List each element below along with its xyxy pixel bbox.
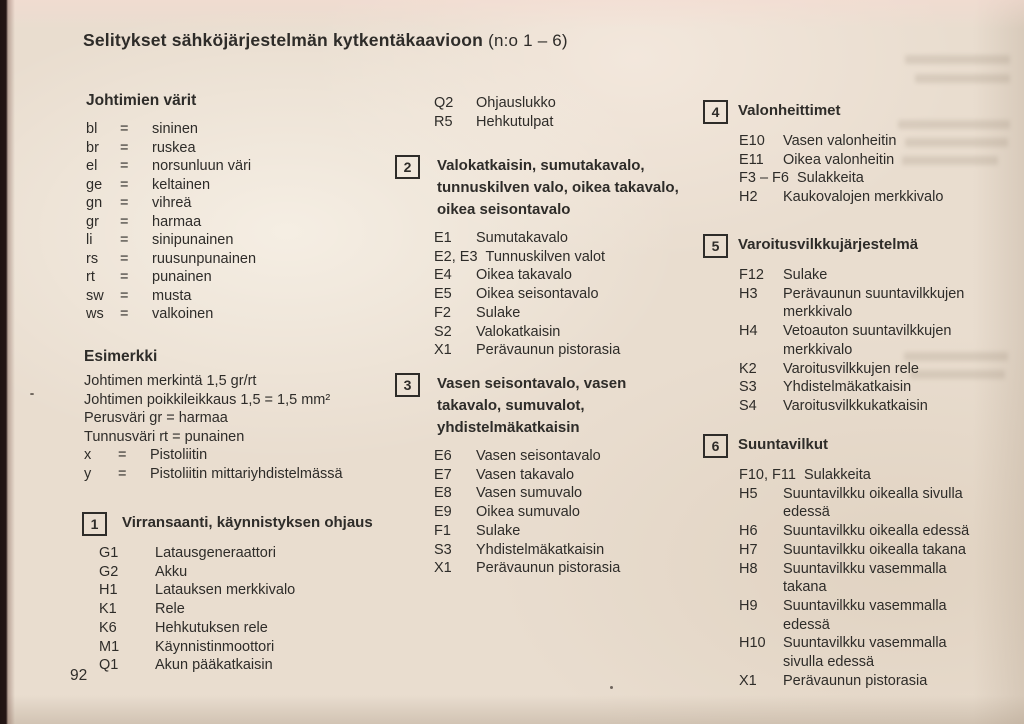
- section-header: [395, 373, 689, 439]
- item-code: S3: [434, 541, 452, 558]
- equals-sign: =: [120, 139, 129, 156]
- item-description: Käynnistinmoottori: [155, 638, 275, 655]
- wire-color-name: norsunluun väri: [152, 158, 252, 174]
- wire-color-code: br: [86, 139, 99, 156]
- legend-row: [434, 94, 556, 113]
- connector-code: x: [84, 447, 92, 464]
- item-description: Suuntavilkku oikealla sivulla edessä: [783, 485, 963, 521]
- item-code: E6: [434, 448, 452, 464]
- legend-row: [434, 484, 689, 503]
- legend-row: [739, 672, 1009, 691]
- legend-row: [739, 634, 1009, 671]
- wire-color-code: gr: [86, 213, 99, 230]
- item-description: Vasen takavalo: [476, 466, 575, 483]
- wire-color-code: rt: [86, 269, 95, 285]
- equals-sign: =: [120, 158, 129, 174]
- bleed-through-mark: [905, 138, 1008, 147]
- item-code: S3: [739, 379, 757, 396]
- page-title-note: (n:o 1 – 6): [488, 31, 568, 50]
- section-items: [739, 266, 990, 416]
- item-code: X1: [739, 672, 757, 689]
- item-description: Oikea valonheitin: [783, 151, 895, 168]
- bleed-through-mark: [905, 55, 1010, 64]
- item-description: Akun pääkatkaisin: [155, 657, 273, 674]
- legend-row: [434, 341, 689, 360]
- item-code: H8: [739, 560, 758, 577]
- item-description: Ohjauslukko: [476, 95, 556, 111]
- equals-sign: =: [120, 213, 129, 230]
- item-code: F1: [434, 522, 451, 539]
- section-title: Valonheittimet: [738, 102, 841, 119]
- example-lines: [84, 372, 424, 446]
- legend-row: [434, 248, 689, 267]
- item-code: G2: [99, 563, 119, 580]
- item-code: F12: [739, 267, 764, 283]
- equals-sign: =: [120, 306, 129, 322]
- section-header: [703, 234, 990, 258]
- item-description: Sulake: [476, 304, 521, 321]
- item-description: Oikea sumuvalo: [476, 504, 580, 521]
- item-code: E10: [739, 133, 765, 149]
- item-code: H9: [739, 597, 758, 614]
- page-title: [83, 30, 568, 51]
- item-code: X1: [434, 342, 452, 359]
- wire-color-code: ws: [86, 306, 104, 322]
- wire-color-code: bl: [86, 121, 98, 137]
- equals-sign: =: [120, 121, 129, 137]
- paper-speck: [30, 393, 34, 395]
- item-code: M1: [99, 638, 120, 655]
- item-code: H5: [739, 485, 758, 502]
- section-header: [703, 434, 1009, 458]
- legend-row: [739, 560, 1009, 597]
- connector-row: [84, 465, 424, 484]
- item-code: E2, E3: [434, 248, 478, 265]
- item-description: Sulakkeita: [796, 170, 864, 187]
- bleed-through-mark: [915, 74, 1010, 83]
- example-line: Johtimen poikkileikkaus 1,5 = 1,5 mm²: [84, 391, 331, 408]
- legend-row: [99, 619, 397, 638]
- item-description: Vasen valonheitin: [783, 133, 897, 149]
- item-description: Suuntavilkku oikealla takana: [783, 541, 966, 558]
- legend-row: [434, 323, 689, 342]
- wire-color-row: [86, 213, 256, 232]
- item-description: Kaukovalojen merkkivalo: [783, 189, 944, 206]
- wire-color-row: [86, 120, 256, 139]
- item-description: Suuntavilkku vasemmalla edessä: [783, 597, 947, 633]
- connector-name: Pistoliitin: [150, 447, 208, 464]
- legend-row: [99, 544, 397, 563]
- item-code: H6: [739, 523, 758, 540]
- item-code: F3 – F6: [739, 170, 789, 187]
- wire-color-code: li: [86, 232, 93, 248]
- section-title: Vasen seisontavalo, vasen takavalo, sumuvalot, yhdistelmäkatkaisin: [437, 375, 627, 436]
- section-items: [99, 544, 397, 675]
- bleed-through-mark: [898, 120, 1010, 129]
- equals-sign: =: [120, 269, 129, 285]
- wire-color-code: sw: [86, 287, 104, 304]
- wire-color-name: musta: [152, 287, 192, 304]
- item-code: E8: [434, 485, 452, 502]
- misc-items-list: [434, 94, 556, 131]
- item-code: E11: [739, 151, 764, 168]
- connector-code: y: [84, 465, 92, 482]
- item-code: H7: [739, 541, 758, 558]
- section-number-box: 5: [703, 234, 728, 258]
- wire-color-name: punainen: [152, 269, 212, 285]
- item-description: Akku: [155, 563, 188, 580]
- misc-items-block: [434, 94, 556, 131]
- wire-colors-list: [86, 120, 256, 324]
- page-title-text: Selitykset sähköjärjestelmän kytkentäkaavioon: [83, 30, 484, 50]
- item-code: G1: [99, 545, 119, 561]
- legend-row: [99, 656, 397, 675]
- item-description: Oikea seisontavalo: [476, 286, 599, 303]
- item-description: Suuntavilkku vasemmalla takana: [783, 560, 947, 596]
- wire-color-name: keltainen: [152, 176, 211, 193]
- item-code: K2: [739, 360, 757, 377]
- equals-sign: =: [118, 447, 127, 464]
- section-number-box: 1: [82, 512, 107, 536]
- item-code: R5: [434, 113, 453, 130]
- item-code: Q1: [99, 657, 119, 674]
- item-description: Varoitusvilkkujen rele: [783, 360, 919, 377]
- item-description: Yhdistelmäkatkaisin: [783, 379, 912, 396]
- section-items: [434, 447, 689, 578]
- wire-color-code: el: [86, 158, 98, 174]
- section-header: [82, 512, 397, 536]
- item-description: Valokatkaisin: [476, 323, 561, 340]
- legend-section-2: [395, 155, 689, 360]
- legend-row: [739, 485, 1009, 522]
- legend-row: [99, 600, 397, 619]
- legend-row: [99, 581, 397, 600]
- equals-sign: =: [120, 287, 129, 304]
- legend-section-6: [703, 434, 1009, 690]
- item-code: S2: [434, 323, 452, 340]
- item-description: Rele: [155, 601, 185, 618]
- item-description: Vasen sumuvalo: [476, 485, 583, 502]
- legend-row: [739, 188, 1002, 207]
- wire-color-name: sinipunainen: [152, 232, 234, 248]
- section-title: Suuntavilkut: [738, 436, 829, 453]
- legend-row: [434, 466, 689, 485]
- legend-row: [739, 285, 990, 322]
- wire-color-name: valkoinen: [152, 306, 214, 322]
- legend-row: [739, 597, 1009, 634]
- wire-color-row: [86, 157, 256, 176]
- section-title: Valokatkaisin, sumutakavalo, tunnuskilven valo, oikea takavalo, oikea seisontavalo: [437, 157, 679, 218]
- wire-color-row: [86, 268, 256, 287]
- item-description: Perävaunun suuntavilkkujen merkkivalo: [783, 285, 965, 321]
- item-code: H2: [739, 189, 758, 206]
- item-description: Perävaunun pistorasia: [476, 560, 621, 577]
- item-description: Sulake: [476, 522, 521, 539]
- wire-color-name: ruskea: [152, 139, 196, 156]
- item-description: Tunnuskilven valot: [485, 248, 606, 265]
- wire-color-code: gn: [86, 195, 103, 211]
- item-description: Suuntavilkku vasemmalla sivulla edessä: [783, 635, 947, 671]
- item-code: E7: [434, 466, 452, 483]
- legend-row: [434, 113, 556, 132]
- wire-color-row: [86, 305, 256, 324]
- wire-color-name: harmaa: [152, 213, 202, 230]
- wire-color-row: [86, 194, 256, 213]
- wire-color-row: [86, 231, 256, 250]
- connector-name: Pistoliitin mittariyhdistelmässä: [150, 465, 343, 482]
- legend-row: [739, 466, 1009, 485]
- section-number-box: 3: [395, 373, 420, 397]
- wire-color-row: [86, 176, 256, 195]
- item-code: Q2: [434, 95, 454, 111]
- wire-color-code: ge: [86, 176, 103, 193]
- item-code: E5: [434, 286, 452, 303]
- paper-speck: [610, 686, 613, 689]
- legend-row: [434, 229, 689, 248]
- item-code: S4: [739, 397, 757, 414]
- legend-row: [739, 169, 1002, 188]
- item-description: Suuntavilkku oikealla edessä: [783, 523, 970, 540]
- item-description: Varoitusvilkkukatkaisin: [783, 397, 928, 414]
- section-items: [434, 229, 689, 360]
- legend-row: [434, 503, 689, 522]
- equals-sign: =: [120, 195, 129, 211]
- section-header: [395, 155, 689, 221]
- legend-row: [99, 638, 397, 657]
- equals-sign: =: [120, 176, 129, 193]
- section-title: Virransaanti, käynnistyksen ohjaus: [122, 514, 373, 531]
- legend-row: [434, 559, 689, 578]
- bleed-through-mark: [904, 352, 1008, 361]
- item-description: Latauksen merkkivalo: [155, 582, 296, 599]
- example-connector-list: [84, 446, 424, 483]
- bleed-through-mark: [910, 370, 1005, 379]
- item-description: Sulakkeita: [803, 467, 871, 483]
- item-description: Perävaunun pistorasia: [783, 672, 928, 689]
- item-description: Hehkutulpat: [476, 113, 554, 130]
- section-items: [739, 466, 1009, 690]
- legend-row: [434, 285, 689, 304]
- item-code: F2: [434, 304, 451, 321]
- item-code: E4: [434, 267, 452, 284]
- legend-section-5: [703, 234, 990, 416]
- wire-color-name: ruusunpunainen: [152, 250, 257, 267]
- equals-sign: =: [120, 232, 129, 248]
- connector-row: [84, 446, 424, 465]
- section-number-box: 2: [395, 155, 420, 179]
- item-description: Perävaunun pistorasia: [476, 342, 621, 359]
- wire-color-row: [86, 139, 256, 158]
- item-code: K1: [99, 601, 117, 618]
- item-description: Vetoauton suuntavilkkujen merkkivalo: [783, 323, 952, 358]
- wire-color-code: rs: [86, 250, 99, 267]
- item-code: H10: [739, 635, 766, 652]
- section-number-box: 6: [703, 434, 728, 458]
- legend-row: [739, 266, 990, 285]
- item-description: Oikea takavalo: [476, 267, 572, 284]
- item-code: H1: [99, 582, 118, 599]
- item-code: H4: [739, 323, 758, 340]
- item-code: F10, F11: [739, 467, 796, 483]
- legend-row: [739, 397, 990, 416]
- wire-color-name: sininen: [152, 121, 198, 137]
- example-line: Tunnusväri rt = punainen: [84, 428, 245, 445]
- wire-color-name: vihreä: [152, 195, 192, 211]
- item-code: E1: [434, 230, 452, 246]
- legend-row: [739, 522, 1009, 541]
- legend-row: [434, 522, 689, 541]
- legend-row: [739, 378, 990, 397]
- legend-section-3: [395, 373, 689, 578]
- item-description: Sumutakavalo: [476, 230, 568, 246]
- item-description: Latausgeneraattori: [155, 545, 276, 561]
- bleed-through-mark: [902, 156, 998, 165]
- example-block: [84, 348, 424, 484]
- item-description: Sulake: [783, 267, 828, 283]
- legend-row: [434, 541, 689, 560]
- item-description: Vasen seisontavalo: [476, 448, 601, 464]
- wire-colors-heading: Johtimien värit: [86, 92, 197, 109]
- item-code: H3: [739, 285, 758, 302]
- section-title: Varoitusvilkkujärjestelmä: [738, 236, 919, 253]
- item-code: K6: [99, 619, 117, 636]
- legend-row: [434, 447, 689, 466]
- legend-row: [434, 266, 689, 285]
- item-code: E9: [434, 504, 452, 521]
- item-description: Yhdistelmäkatkaisin: [476, 541, 605, 558]
- equals-sign: =: [118, 465, 127, 482]
- example-heading: Esimerkki: [84, 348, 158, 365]
- item-description: Hehkutuksen rele: [155, 619, 268, 636]
- legend-section-1: [82, 512, 397, 675]
- legend-row: [99, 563, 397, 582]
- legend-row: [739, 541, 1009, 560]
- legend-row: [434, 304, 689, 323]
- wire-colors-legend: [86, 92, 256, 324]
- example-line: Johtimen merkintä 1,5 gr/rt: [84, 373, 257, 389]
- example-line: Perusväri gr = harmaa: [84, 410, 228, 427]
- wire-color-row: [86, 287, 256, 306]
- equals-sign: =: [120, 250, 129, 267]
- wire-color-row: [86, 250, 256, 269]
- legend-section-4: [703, 100, 1002, 207]
- section-number-box: 4: [703, 100, 728, 124]
- item-code: X1: [434, 560, 452, 577]
- page-number: 92: [70, 667, 88, 684]
